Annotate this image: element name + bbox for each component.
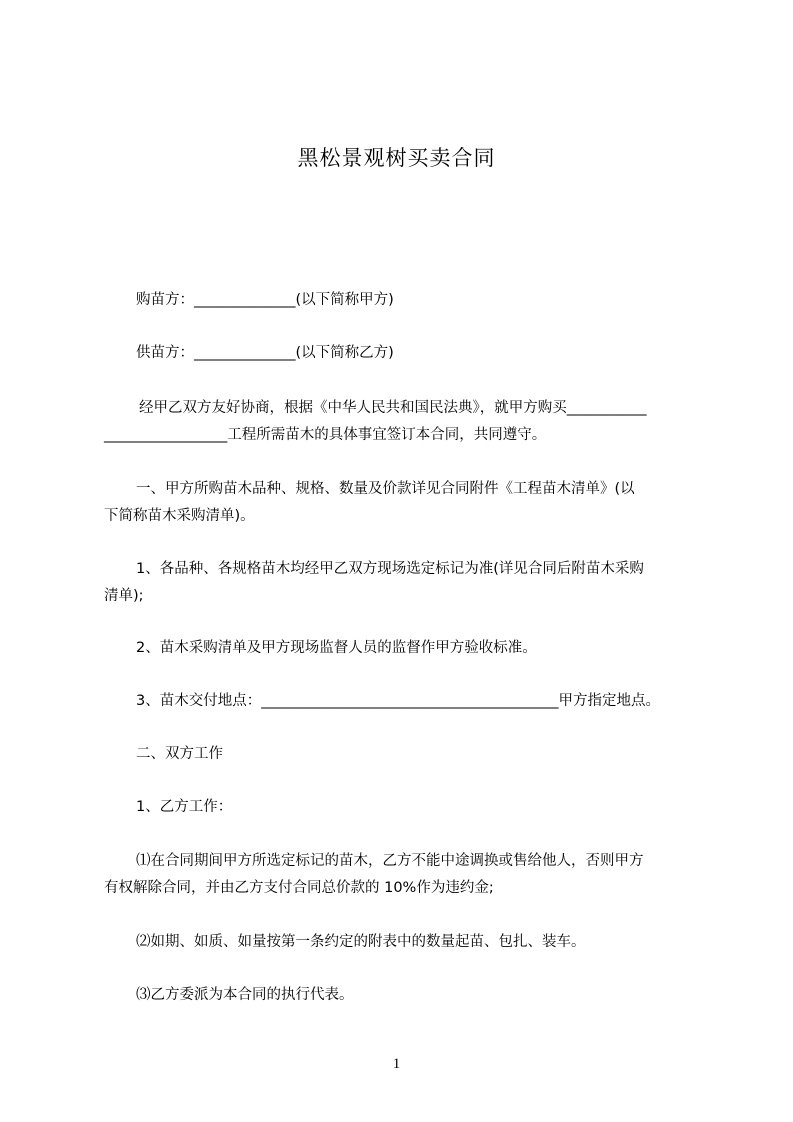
clause-1-line-2: 有权解除合同，并由乙方支付合同总价款的 10%作为违约金;	[104, 880, 494, 896]
page-number: 1	[392, 1056, 401, 1072]
item-3-line: 3、苗木交付地点：_________________________________________甲方指定地点。	[136, 693, 660, 709]
section-1-line-2: 下简称苗木采购清单)。	[104, 508, 255, 524]
item-1-line-1: 1、各品种、各规格苗木均经甲乙双方现场选定标记为准(详见合同后附苗木采购	[136, 561, 644, 577]
sub-1-heading: 1、乙方工作：	[136, 799, 233, 815]
intro-line-2: _________________工程所需苗木的具体事宜签订本合同，共同遵守。	[104, 427, 547, 443]
clause-1-line-1: ⑴在合同期间甲方所选定标记的苗木，乙方不能中途调换或售给他人，否则甲方	[136, 853, 644, 869]
section-2-heading: 二、双方工作	[136, 746, 223, 762]
clause-3-line: ⑶乙方委派为本合同的执行代表。	[136, 987, 354, 1003]
intro-line-1: 经甲乙双方友好协商，根据《中华人民共和国民法典》，就甲方购买___________	[139, 400, 647, 416]
item-1-line-2: 清单);	[104, 588, 144, 604]
party-b-line: 供苗方：______________(以下简称乙方)	[136, 345, 394, 361]
section-1-line-1: 一、甲方所购苗木品种、规格、数量及价款详见合同附件《工程苗木清单》(以	[136, 481, 635, 497]
item-2-line: 2、苗木采购清单及甲方现场监督人员的监督作甲方验收标准。	[136, 640, 537, 656]
document-title: 黑松景观树买卖合同	[297, 146, 496, 170]
party-a-line: 购苗方：______________(以下简称甲方)	[136, 292, 394, 308]
clause-2-line: ⑵如期、如质、如量按第一条约定的附表中的数量起苗、包扎、装车。	[136, 934, 586, 950]
